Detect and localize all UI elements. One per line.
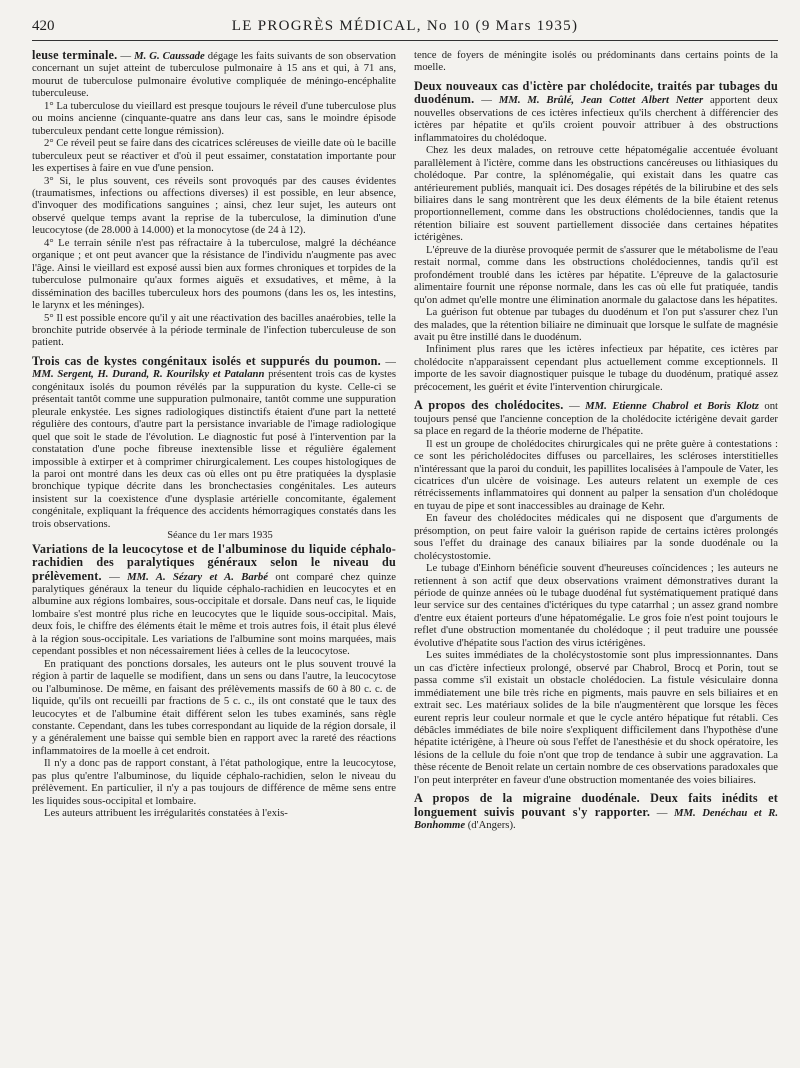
article-choledocites-p2: Il est un groupe de cholédocites chirurgicales qui ne prête guère à contestations : ce sont les péricholédocites diffuses ou parcellaires, les scléroses interstitielles n'intéressant que la paroi du conduit, les papillites localisées à l'ampoule de Vater, les cicatrices d'un ulcère de voisinage. Les auteurs relatent un exemple de ces rétrécissements inflammatoires qui donnent au palper la sensation d'un cholédoque en tuyau de pipe et sont inaccessibles au drainage de Kehr. — [414, 437, 778, 512]
article-ictere-p1: apportent deux nouvelles observations de ces ictères infectieux qu'ils cherchent à différencier des ictères par hépatite et qu'ils croient pouvoir attribuer à des obstructions inflammatoires du cholédoque. — [414, 94, 778, 144]
intro-title: leuse terminale. — [32, 49, 118, 62]
intro-authors: M. G. Caussade — [134, 50, 205, 62]
article-ictere-p4: La guérison fut obtenue par tubages du duodénum et l'on put s'assurer chez l'un des malades, que la rétention biliaire ne diminuait que lorsque le sulfate de magnésie avait pu être instillé dans le duodénum. — [414, 306, 778, 343]
columns — [32, 49, 778, 1067]
point-1: 1° La tuberculose du vieillard est presque toujours le réveil d'une tuberculose plus ou moins ancienne (cinquante-quatre ans dans leur cas, sans le moindre épisode tuberculeux pendant cette longue rémission). — [32, 99, 396, 137]
article-ictere-p3: L'épreuve de la diurèse provoquée permit de s'assurer que le métabolisme de l'eau restait normal, comme dans les obstructions cholédociennes, tandis qu'il est profondément troublé dans les ictères par hépatite. L'épreuve de la galactosurie alimentaire fournit une réponse normale, dans les cas où elle fut pratiquée, tandis qu'on admet qu'elle montre une élimination anormale du galactose dans les hépatites. — [414, 243, 778, 306]
article-migraine: A propos de la migraine duodénale. Deux faits inédits et longuement suivis pouvant s'y rapporter. — MM. Denéchau et R. Bonhomme (d'Angers). — [414, 791, 778, 832]
article-leucocytose-p4: Les auteurs attribuent les irrégularités constatées à l'exis- — [44, 807, 288, 820]
left-column — [32, 49, 396, 1067]
article-leucocytose-title: Variations de la leucocytose et de l'albuminose du liquide céphalo-rachidien des paralytiques généraux selon le niveau du prélèvement. — [32, 541, 396, 583]
article-ictere: Deux nouveaux cas d'ictère par cholédocite, traités par tubages du duodénum. — MM. M. Brûlé, Jean Cottet Albert Netter apportent deux nouvelles observations de ces ictères infectieux qu'ils cherchent à différencier des ictères par hépatite et qu'ils croient pouvoir attribuer à des obstructions inflammatoires du cholédoque. — [414, 78, 778, 144]
session-heading: Séance du 1er mars 1935 — [167, 530, 273, 542]
article-leucocytose-p2: En pratiquant des ponctions dorsales, les auteurs ont le plus souvent trouvé la région à partir de laquelle se modifient, dans un sens ou dans l'autre, la leucocytose ou l'albuminose. De même, en faisant des prélèvements massifs de 60 à 80 c. c. de liquide, qu'ils ont recueilli par fractions de 5 c. c., ils ont constaté que le taux des leucocytes et de l'albumine était différent selon les tubes examinés, sans règle constante. Cependant, dans les tubes correspondant au liquide de la région dorsale, il y a généralement une baisse qui semble bien en rapport avec la rareté des réactions inflammatoires de la moelle à cet endroit. — [32, 657, 396, 757]
point-3: 3° Si, le plus souvent, ces réveils sont provoqués par des causes évidentes (traumatismes, infections ou affections diverses) il est possible, en leur absence, d'invoquer des modifications sanguines ; ainsi, chez leur sujet, les auteurs ont observé quelque temps avant la reprise de la tuberculose, la diminution d'une leucocytose (de 28.000 à 14.000) et la monocytose (de 24 à 12). — [32, 174, 396, 237]
article-choledocites-p5: Les suites immédiates de la cholécystostomie sont plus impressionnantes. Dans un cas d'ictère infectieux prolongé, observé par Chabrol, Brocq et Porin, tout se passa comme s'il existait un obstacle cholédocien. La fistule vésiculaire donna immédiatement une bile très riche en pigments, mais pauvre en sels biliaires et en extrait sec. Les matériaux solides de la bile n'augmentèrent que lorsque les fèces eurent repris leur couleur normale et que le cycle antéro hépatique fut rétabli. Ces débâcles immédiates de bile noire s'expliquent difficilement dans l'hypothèse d'une hépatite ictérigène, à l'heure où sous l'effet de l'anesthésie et du shock opératoire, les lésions de la cellule du foie n'ont que trop de tendance à subir une aggravation. La thèse récente de Benoit relate un certain nombre de ces observations paradoxales que l'on peut interpréter en faveur d'une obstruction momentanée des voies biliaires. — [414, 649, 778, 786]
article-kystes-title: Trois cas de kystes congénitaux isolés et suppurés du poumon. — [32, 353, 381, 368]
intro-text: dégage les faits suivants de son observation concernant un sujet atteint de tuberculose pulmonaire à 15 ans et qui, à 71 ans, mourut de tuberculose pulmonaire évolutive compliquée de méningo-encéphalite tuberculeuse. — [32, 50, 396, 100]
article-kystes-text: présentent trois cas de kystes congénitaux isolés du poumon révélés par la suppuration du kyste. Celle-ci se présentait tantôt comme une suppuration pulmonaire, tantôt comme une suppuration pleurale enkystée. Les signes radiologiques distinctifs étaient d'une part la netteté régulière des contours, d'autre part la persistance invariable de l'image radiologique quel que soit le stade de l'évolution. Le diagnostic fut posé à l'intervention par la constatation d'une poche fibreuse inextensible lisse et régulière également impossible à extirper et à comprimer chirurgicalement. Les coupes histologiques de la paroi ont montré dans les deux cas où elles ont pu être pratiquées la dysplasie bronchique typique décrite dans les bronchectasies congénitales. Les auteurs insistent sur la coexistence d'une dysplasie artérielle concomitante, également congénitale, expliquant la fréquence des accidents hémorragiques constatés dans les trois observations. — [32, 368, 396, 530]
article-migraine-title: A propos de la migraine duodénale. Deux faits inédits et longuement suivis pouvant s'y rapporter. — [414, 791, 778, 819]
continuation-text: tence de foyers de méningite isolés ou prédominants dans certains points de la moelle. — [414, 49, 778, 74]
article-ictere-p5: Infiniment plus rares que les ictères infectieux par hépatite, ces ictères par cholédocite n'apparaissent cependant plus actuellement comme exceptionnels. Il importe de les savoir diagnostiquer puisque le tubage du duodénum, pratiqué assez précocement, les guérit et évite l'intervention chirurgicale. — [414, 343, 778, 393]
point-4: 4° Le terrain sénile n'est pas réfractaire à la tuberculose, malgré la déchéance organique ; et ont peut avancer que la résistance de l'individu n'augmente pas avec l'âge. Ainsi le vieillard est exposé aussi bien aux formes chroniques et torpides de la tuberculose pulmonaire qu'aux formes aiguës et exsudatives, et même, à la dissémination des bacilles tuberculeux hors des poumons (dans les os, les intestins, le larynx et les méninges). — [32, 236, 396, 312]
article-choledocites: A propos des cholédocites. — MM. Etienne Chabrol et Boris Klotz ont toujours pensé que l'ancienne conception de la cholédocite ictérigène devait garder sa place en regard de la théorie moderne de l'hépatite. — [414, 398, 778, 438]
intro-paragraph: leuse terminale. — M. G. Caussade dégage les faits suivants de son observation concernant un sujet atteint de tuberculose pulmonaire à 15 ans et qui, à 71 ans, mourut de tuberculose pulmonaire évolutive compliquée de méningo-encéphalite tuberculeuse. — [32, 49, 396, 100]
article-ictere-title: Deux nouveaux cas d'ictère par cholédocite, traités par tubages du duodénum. — [414, 78, 778, 107]
article-leucocytose-authors: MM. A. Sézary et A. Barbé — [127, 570, 269, 583]
article-migraine-text: (d'Angers). — [465, 819, 516, 832]
point-5: 5° Il est possible encore qu'il y ait une réactivation des bacilles anaérobies, telle la bronchite putride observée à la période terminale de l'infection tuberculeuse de son patient. — [32, 311, 396, 349]
article-ictere-p2: Chez les deux malades, on retrouve cette hépatomégalie accentuée évoluant parallèlement à l'ictère, comme dans les obstructions cancéreuses ou lithiasiques du cholédoque. Par contre, la splénomégalie, qui existait dans les quatre cas antérieurement publiés, manquait ici. Des dosages répétés de la bilirubine et des sels biliaires dans le sang montrèrent que les deux éléments de la bile étaient retenus proportionnellement, comme dans les obstructions cholédociennes, tandis que la rétention biliaire est souvent partiellement dissociée dans certaines hépatites ictérigènes. — [414, 144, 778, 244]
right-column — [414, 49, 778, 1067]
article-leucocytose-p1: ont comparé chez quinze paralytiques généraux la teneur du liquide céphalo-rachidien en leucocytes et en albumine aux régions lombaires, sous-occipitale et dorsale. Dans neuf cas, le liquide lombaire s'est montré plus riche en leucocytes que le liquide sous-occipital. Mais, deux fois, le chiffre des éléments était le même et trois autres fois, il était plus élevé à la région sous-occipitale. Les variations de l'albumine sont moins marquées, mais cependant possibles et non nécessairement liées à celles de la leucocytose. — [32, 570, 396, 658]
article-choledocites-p4: Le tubage d'Einhorn bénéficie souvent d'heureuses coïncidences ; les auteurs ne retiennent à son actif que deux observations vraiment démonstratives durant la période de quinze années où le tubage duodénal fut systématiquement pratiqué dans leur service sur des centaines d'ictériques du type catarrhal ; un assez grand nombre d'entre eux étaient porteurs d'une hépatomégalie. Le gros foie n'est point toujours le reflet d'une obstruction momentanée du cholédoque ; il peut traduire une poussée évolutive d'hépatite sous l'action des virus ictérigènes. — [414, 562, 778, 649]
article-choledocites-p3: En faveur des cholédocites médicales qui ne disposent que d'arguments de présomption, on peut faire valoir la guérison rapide de certains ictères prolongés sous l'effet du drainage des canaux biliaires par la sonde duodénale ou la cholécystostomie. — [414, 512, 778, 562]
article-choledocites-title: A propos des cholédocites. — [414, 398, 564, 413]
article-choledocites-p1: ont toujours pensé que l'ancienne conception de la cholédocite ictérigène devait garder sa place en regard de la théorie moderne de l'hépatite. — [414, 400, 778, 438]
page-header — [32, 18, 778, 41]
running-title: LE PROGRÈS MÉDICAL, No 10 (9 Mars 1935) — [231, 18, 579, 34]
article-leucocytose-p3: Il n'y a donc pas de rapport constant, à l'état pathologique, entre la leucocytose, pas plus qu'entre l'albuminose, du liquide céphalo-rachidien, selon le niveau du prélèvement. En particulier, il n'y a pas toujours de différence de même sens entre les liquides sous-occipital et lombaire. — [32, 757, 396, 807]
article-kystes: Trois cas de kystes congénitaux isolés et suppurés du poumon. — MM. Sergent, H. Durand, R. Kourilsky et Patalann présentent trois cas de kystes congénitaux isolés du poumon révélés par la suppuration du kyste. Celle-ci se présentait tantôt comme une suppuration pulmonaire, tantôt comme une suppuration pleurale enkystée. Les signes radiologiques distinctifs étaient d'une part la netteté régulière des contours, d'autre part la persistance invariable de l'image radiologique quel que soit le stade de l'évolution. Le diagnostic fut posé à l'intervention par la constatation d'une poche fibreuse inextensible lisse et régulière également impossible à extirper et à comprimer chirurgicalement. Les coupes histologiques de la paroi ont montré dans les deux cas où elles ont pu être pratiquées la dysplasie bronchique typique décrite dans les bronchectasies congénitales. Les auteurs insistent sur la coexistence d'une dysplasie artérielle concomitante, également congénitale, expliquant la fréquence des accidents hémorragiques constatés dans les trois observations. — [32, 353, 396, 530]
point-2: 2° Ce réveil peut se faire dans des cicatrices scléreuses de vieille date où le bacille tuberculeux peut se réactiver et d'où il peut essaimer, constatation importante pour les expertises à faire en vue d'une pension. — [32, 137, 396, 175]
article-ictere-authors: MM. M. Brûlé, Jean Cottet Albert Netter — [498, 94, 704, 107]
article-kystes-authors: MM. Sergent, H. Durand, R. Kourilsky et Patalann — [32, 368, 265, 381]
article-choledocites-authors: MM. Etienne Chabrol et Boris Klotz — [585, 400, 759, 413]
article-migraine-authors: MM. Denéchau et R. Bonhomme — [414, 806, 778, 832]
article-leucocytose: Variations de la leucocytose et de l'albuminose du liquide céphalo-rachidien des paralytiques généraux selon le niveau du prélèvement. — MM. A. Sézary et A. Barbé ont comparé chez quinze paralytiques généraux la teneur du liquide céphalo-rachidien en leucocytes et en albumine aux régions lombaires, sous-occipitale et dorsale. Dans neuf cas, le liquide lombaire s'est montré plus riche en leucocytes que le liquide sous-occipital. Mais, deux fois, le chiffre des éléments était le même et trois autres fois, il était plus élevé à la région sous-occipitale. Les variations de l'albumine sont moins marquées, mais cependant possibles et non nécessairement liées à celles de la leucocytose. — [32, 541, 396, 658]
page-number: 420 — [32, 18, 55, 34]
